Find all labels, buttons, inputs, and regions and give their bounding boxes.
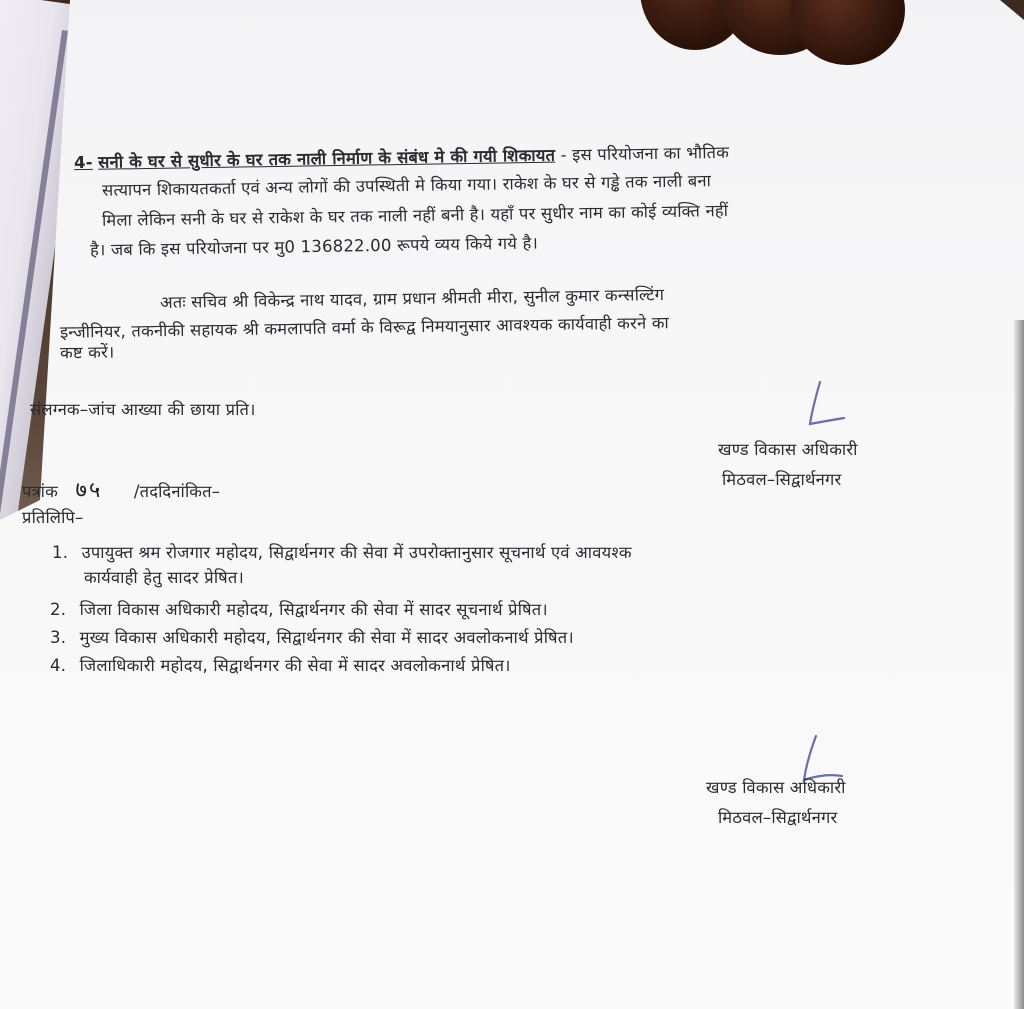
reference-number: ७५ (75, 478, 103, 503)
signatory-designation: खण्ड विकास अधिकारी (706, 778, 846, 797)
signatory-office: मिठवल–सिद्वार्थनगर (722, 470, 842, 489)
copy-item-text: जिला विकास अधिकारी महोदय, सिद्वार्थनगर की सेवा में सादर सूचनार्थ प्रेषित। (79, 600, 548, 619)
action-text-line: अतः सचिव श्री विकेन्द्र नाथ यादव, ग्राम प्रधान श्रीमती मीरा, सुनील कुमार कन्सल्टिंग (159, 285, 665, 312)
copy-item-text: जिलाधिकारी महोदय, सिद्वार्थनगर की सेवा में सादर अवलोकनार्थ प्रेषित। (79, 656, 511, 675)
item-text-line: है। जब कि इस परियोजना पर मु0 136822.00 रूपये व्यय किये गये है। (89, 233, 539, 260)
item-title: सनी के घर से सुधीर के घर तक नाली निर्माण के संबंध मे की गयी शिकायत (98, 145, 556, 172)
copy-item-text: उपायुक्त श्रम रोजगार महोदय, सिद्वार्थनगर की सेवा में उपरोक्तानुसार सूचनार्थ एवं आवयश्क (81, 543, 632, 562)
copy-item-text: मुख्य विकास अधिकारी महोदय, सिद्वार्थनगर की सेवा में सादर अवलोकनार्थ प्रेषित। (79, 628, 574, 647)
action-text-line: कष्ट करें। (59, 342, 115, 363)
signatory-designation: खण्ड विकास अधिकारी (718, 440, 858, 459)
copy-label: प्रतिलिपि– (22, 508, 84, 527)
signature (790, 378, 850, 442)
copy-item-number: 1. (52, 543, 69, 562)
reference-dated: /तददिनांकित– (133, 482, 221, 501)
copy-item-text: कार्यवाही हेतु सादर प्रेषित। (84, 568, 244, 587)
item-text-line: - इस परियोजना का भौतिक (560, 142, 730, 165)
signatory-office: मिठवल–सिद्वार्थनगर (718, 808, 838, 827)
action-text-line: इन्जीनियर, तकनीकी सहायक श्री कमलापति वर्मा के विरूद्व निमयानुसार आवश्यक कार्यवाही करने का (59, 313, 670, 342)
copy-item-number: 4. (50, 656, 67, 675)
copy-item-number: 2. (50, 600, 67, 619)
copy-item (52, 543, 632, 563)
copy-item (50, 656, 511, 676)
item-text-line: मिला लेकिन सनी के घर से राकेश के घर तक नाली नहीं बनी है। यहाँ पर सुधीर नाम का कोई व्यक्ति नहीं (101, 201, 729, 230)
copy-item-number: 3. (50, 628, 67, 647)
enclosure-text: संलग्नक–जांच आख्या की छाया प्रति। (30, 400, 256, 419)
reference-label: पत्रांक (22, 482, 59, 501)
copy-item (50, 600, 548, 620)
reference-line (22, 478, 220, 504)
item-number: 4- (73, 152, 93, 173)
copy-item (50, 628, 574, 648)
paper-right-edge (1014, 320, 1024, 1009)
item-text-line: सत्यापन शिकायतकर्ता एवं अन्य लोगों की उपस्थिती मे किया गया। राकेश के घर से गड्ढे तक नाली बना (101, 171, 712, 200)
